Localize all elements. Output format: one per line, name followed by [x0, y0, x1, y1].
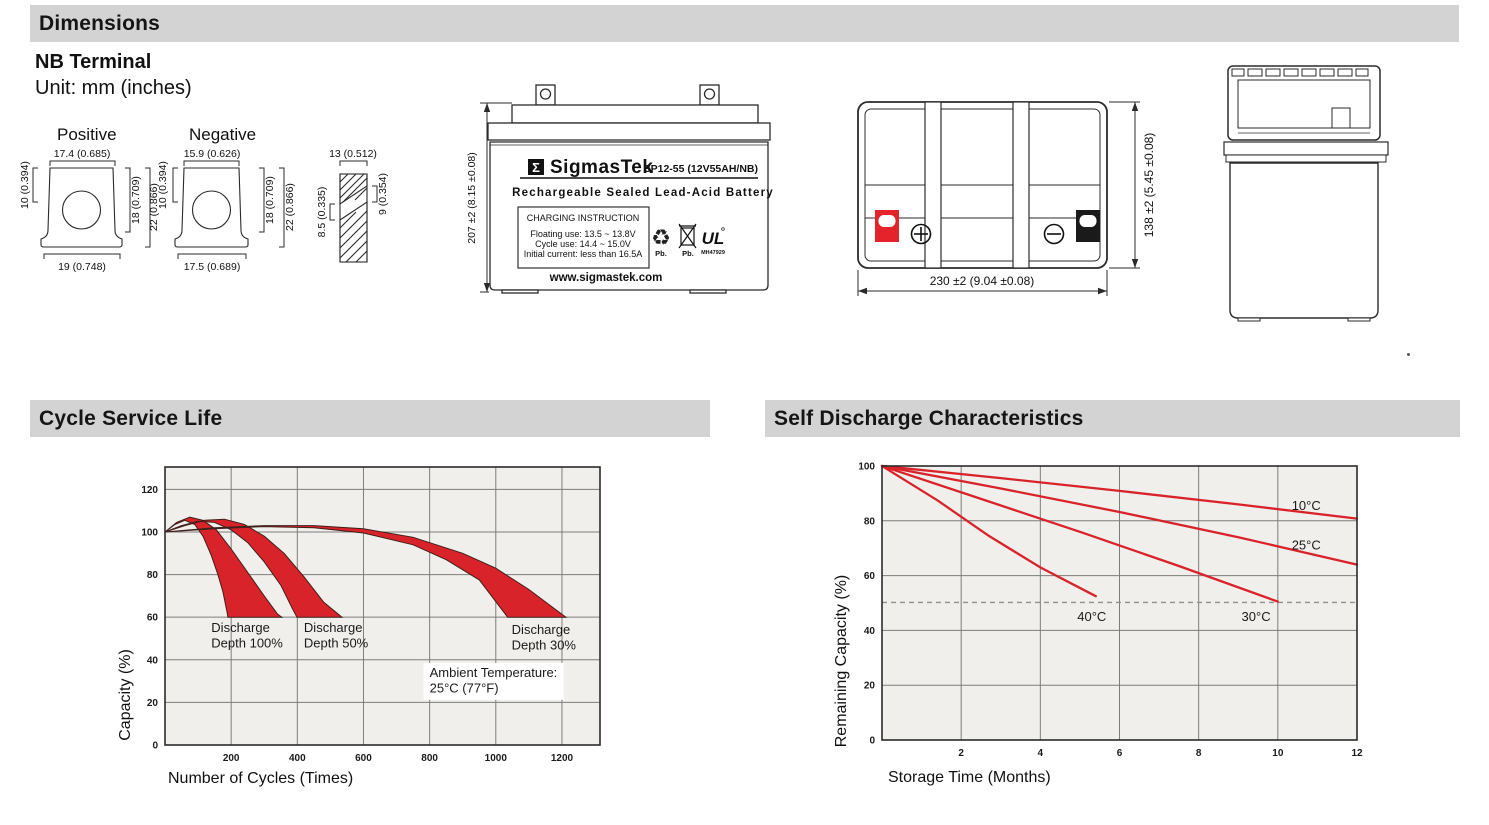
svg-text:40: 40: [146, 655, 158, 667]
hatch-bottom: [340, 211, 367, 262]
depth-dimension: [1109, 102, 1140, 268]
svg-text:800: 800: [421, 753, 438, 764]
side-right-dim: 9 (0.354): [377, 172, 389, 216]
side-lid-detail: [1332, 108, 1350, 128]
svg-text:0: 0: [869, 735, 875, 747]
top-depth-dim: 138 ±2 (5.45 ±0.08): [1142, 132, 1156, 238]
positive-terminal-notch: [879, 215, 896, 227]
svg-text:80: 80: [863, 516, 875, 528]
negative-right-inner-dim: 18 (0.709): [264, 176, 276, 224]
section-header-dimensions: Dimensions: [30, 5, 1459, 42]
negative-label: Negative: [189, 125, 257, 144]
svg-text:10°C: 10°C: [1291, 497, 1321, 513]
svg-text:40: 40: [863, 625, 875, 637]
nb-terminal-drawings: [8, 116, 408, 301]
svg-text:2: 2: [958, 748, 964, 759]
hatch-top: [340, 174, 367, 202]
side-neck-band2: [1226, 155, 1386, 162]
front-height-dim: 207 ±2 (8.15 ±0.08): [466, 152, 478, 244]
svg-text:60: 60: [146, 612, 158, 624]
battery-lip: [488, 123, 770, 140]
terminal-hole-left: [541, 89, 551, 99]
plus-terminal-icon: [912, 225, 931, 244]
negative-left-dim: 10 (0.394): [157, 161, 169, 209]
svg-text:1200: 1200: [550, 753, 574, 764]
side-neck-band1: [1224, 142, 1388, 155]
nb-terminal-title: NB Terminal: [35, 51, 152, 73]
svg-text:100: 100: [141, 527, 158, 539]
positive-label: Positive: [57, 125, 117, 144]
negative-terminal-drawing: [157, 125, 296, 273]
svg-text:400: 400: [288, 753, 306, 764]
recycle-icon: ♻: [651, 225, 671, 250]
svg-text:4: 4: [1037, 748, 1044, 759]
top-width-dim: 230 ±2 (9.04 ±0.08): [929, 274, 1035, 288]
ul-code: MH47929: [701, 250, 725, 256]
side-left-dim: 8.5 (0.335): [316, 186, 328, 238]
cycle-y-axis-label: Capacity (%): [117, 649, 134, 741]
positive-left-dim: 10 (0.394): [19, 161, 31, 209]
side-foot-right: [1348, 318, 1370, 321]
side-top-dim: 13 (0.512): [329, 148, 377, 160]
side-foot-left: [1238, 318, 1260, 321]
svg-text:8: 8: [1195, 748, 1202, 759]
negative-top-dim: 15.9 (0.626): [183, 148, 241, 160]
carry-strap-left: [925, 102, 941, 268]
brand-name: SigmasTek: [550, 157, 654, 178]
svg-text:200: 200: [222, 753, 240, 764]
charging-line3: Initial current: less than 16.5A: [523, 249, 643, 259]
cycle-x-axis-label: Number of Cycles (Times): [168, 770, 354, 787]
svg-text:12: 12: [1351, 748, 1363, 759]
svg-text:0: 0: [152, 740, 158, 752]
charging-line1: Floating use: 13.5 ~ 13.8V: [530, 229, 636, 239]
nb-terminal-unit: Unit: mm (inches): [35, 77, 192, 99]
terminal-side-section-drawing: [316, 148, 389, 262]
svg-text:30°C: 30°C: [1241, 608, 1271, 624]
model-number: SP12-55 (12V55AH/NB): [643, 163, 758, 175]
website-text: www.sigmastek.com: [549, 272, 663, 284]
negative-right-outer-dim: 22 (0.866): [284, 183, 296, 231]
negative-bottom-dim: 17.5 (0.689): [183, 261, 241, 273]
svg-text:6: 6: [1116, 748, 1123, 759]
svg-text:1000: 1000: [484, 753, 507, 764]
svg-text:DischargeDepth 30%: Discharge Depth 30%: [511, 622, 577, 653]
svg-text:60: 60: [863, 571, 875, 583]
svg-text:DischargeDepth 50%: Discharge Depth 50%: [303, 620, 369, 651]
svg-text:120: 120: [141, 484, 158, 496]
svg-text:10: 10: [1272, 748, 1284, 759]
battery-type-line: Rechargeable Sealed Lead-Acid Battery: [512, 187, 774, 199]
svg-text:600: 600: [355, 753, 372, 764]
section-header-cycle-service-life: Cycle Service Life: [30, 400, 710, 437]
cycle-service-life-chart: [110, 453, 690, 798]
svg-text:40°C: 40°C: [1077, 608, 1107, 624]
section-header-self-discharge: Self Discharge Characteristics: [765, 400, 1460, 437]
side-body: [1230, 163, 1378, 318]
positive-right-inner-dim: 18 (0.709): [130, 176, 142, 224]
self-y-axis-label: Remaining Capacity (%): [833, 574, 850, 748]
charging-title: CHARGING INSTRUCTION: [526, 213, 640, 223]
label-recess: [865, 185, 1100, 218]
svg-text:100: 100: [858, 461, 875, 473]
pb-recycle-label: Pb.: [655, 249, 667, 258]
positive-terminal-drawing: [19, 125, 160, 273]
self-discharge-chart: [822, 452, 1472, 797]
battery-foot-right: [690, 290, 726, 293]
battery-side-view: [1218, 60, 1393, 325]
negative-terminal-notch: [1080, 215, 1097, 227]
battery-lid: [512, 105, 758, 123]
svg-text:20: 20: [146, 697, 158, 709]
ul-icon: UL: [701, 229, 725, 248]
svg-text:20: 20: [863, 680, 875, 692]
brand-symbol: Σ: [532, 160, 540, 175]
positive-top-dim: 17.4 (0.685): [53, 148, 111, 160]
svg-text:Ambient Temperature:25°C (77°F: Ambient Temperature: 25°C (77°F): [429, 664, 558, 696]
battery-front-view: [462, 78, 777, 313]
battery-foot-left: [502, 290, 538, 293]
charging-line2: Cycle use: 14.4 ~ 15.0V: [535, 239, 631, 249]
stray-dot: [1407, 353, 1410, 356]
carry-strap-right: [1013, 102, 1029, 268]
svg-text:DischargeDepth 100%: Discharge Depth 100%: [211, 620, 283, 651]
self-x-axis-label: Storage Time (Months): [888, 769, 1051, 786]
pb-bin-label: Pb.: [682, 249, 694, 258]
positive-bottom-dim: 19 (0.748): [58, 261, 106, 273]
positive-right-outer-dim: 22 (0.866): [148, 183, 160, 231]
terminal-hole-right: [705, 89, 715, 99]
svg-text:80: 80: [146, 570, 158, 582]
battery-top-view: [848, 95, 1168, 310]
svg-text:25°C: 25°C: [1291, 537, 1321, 553]
